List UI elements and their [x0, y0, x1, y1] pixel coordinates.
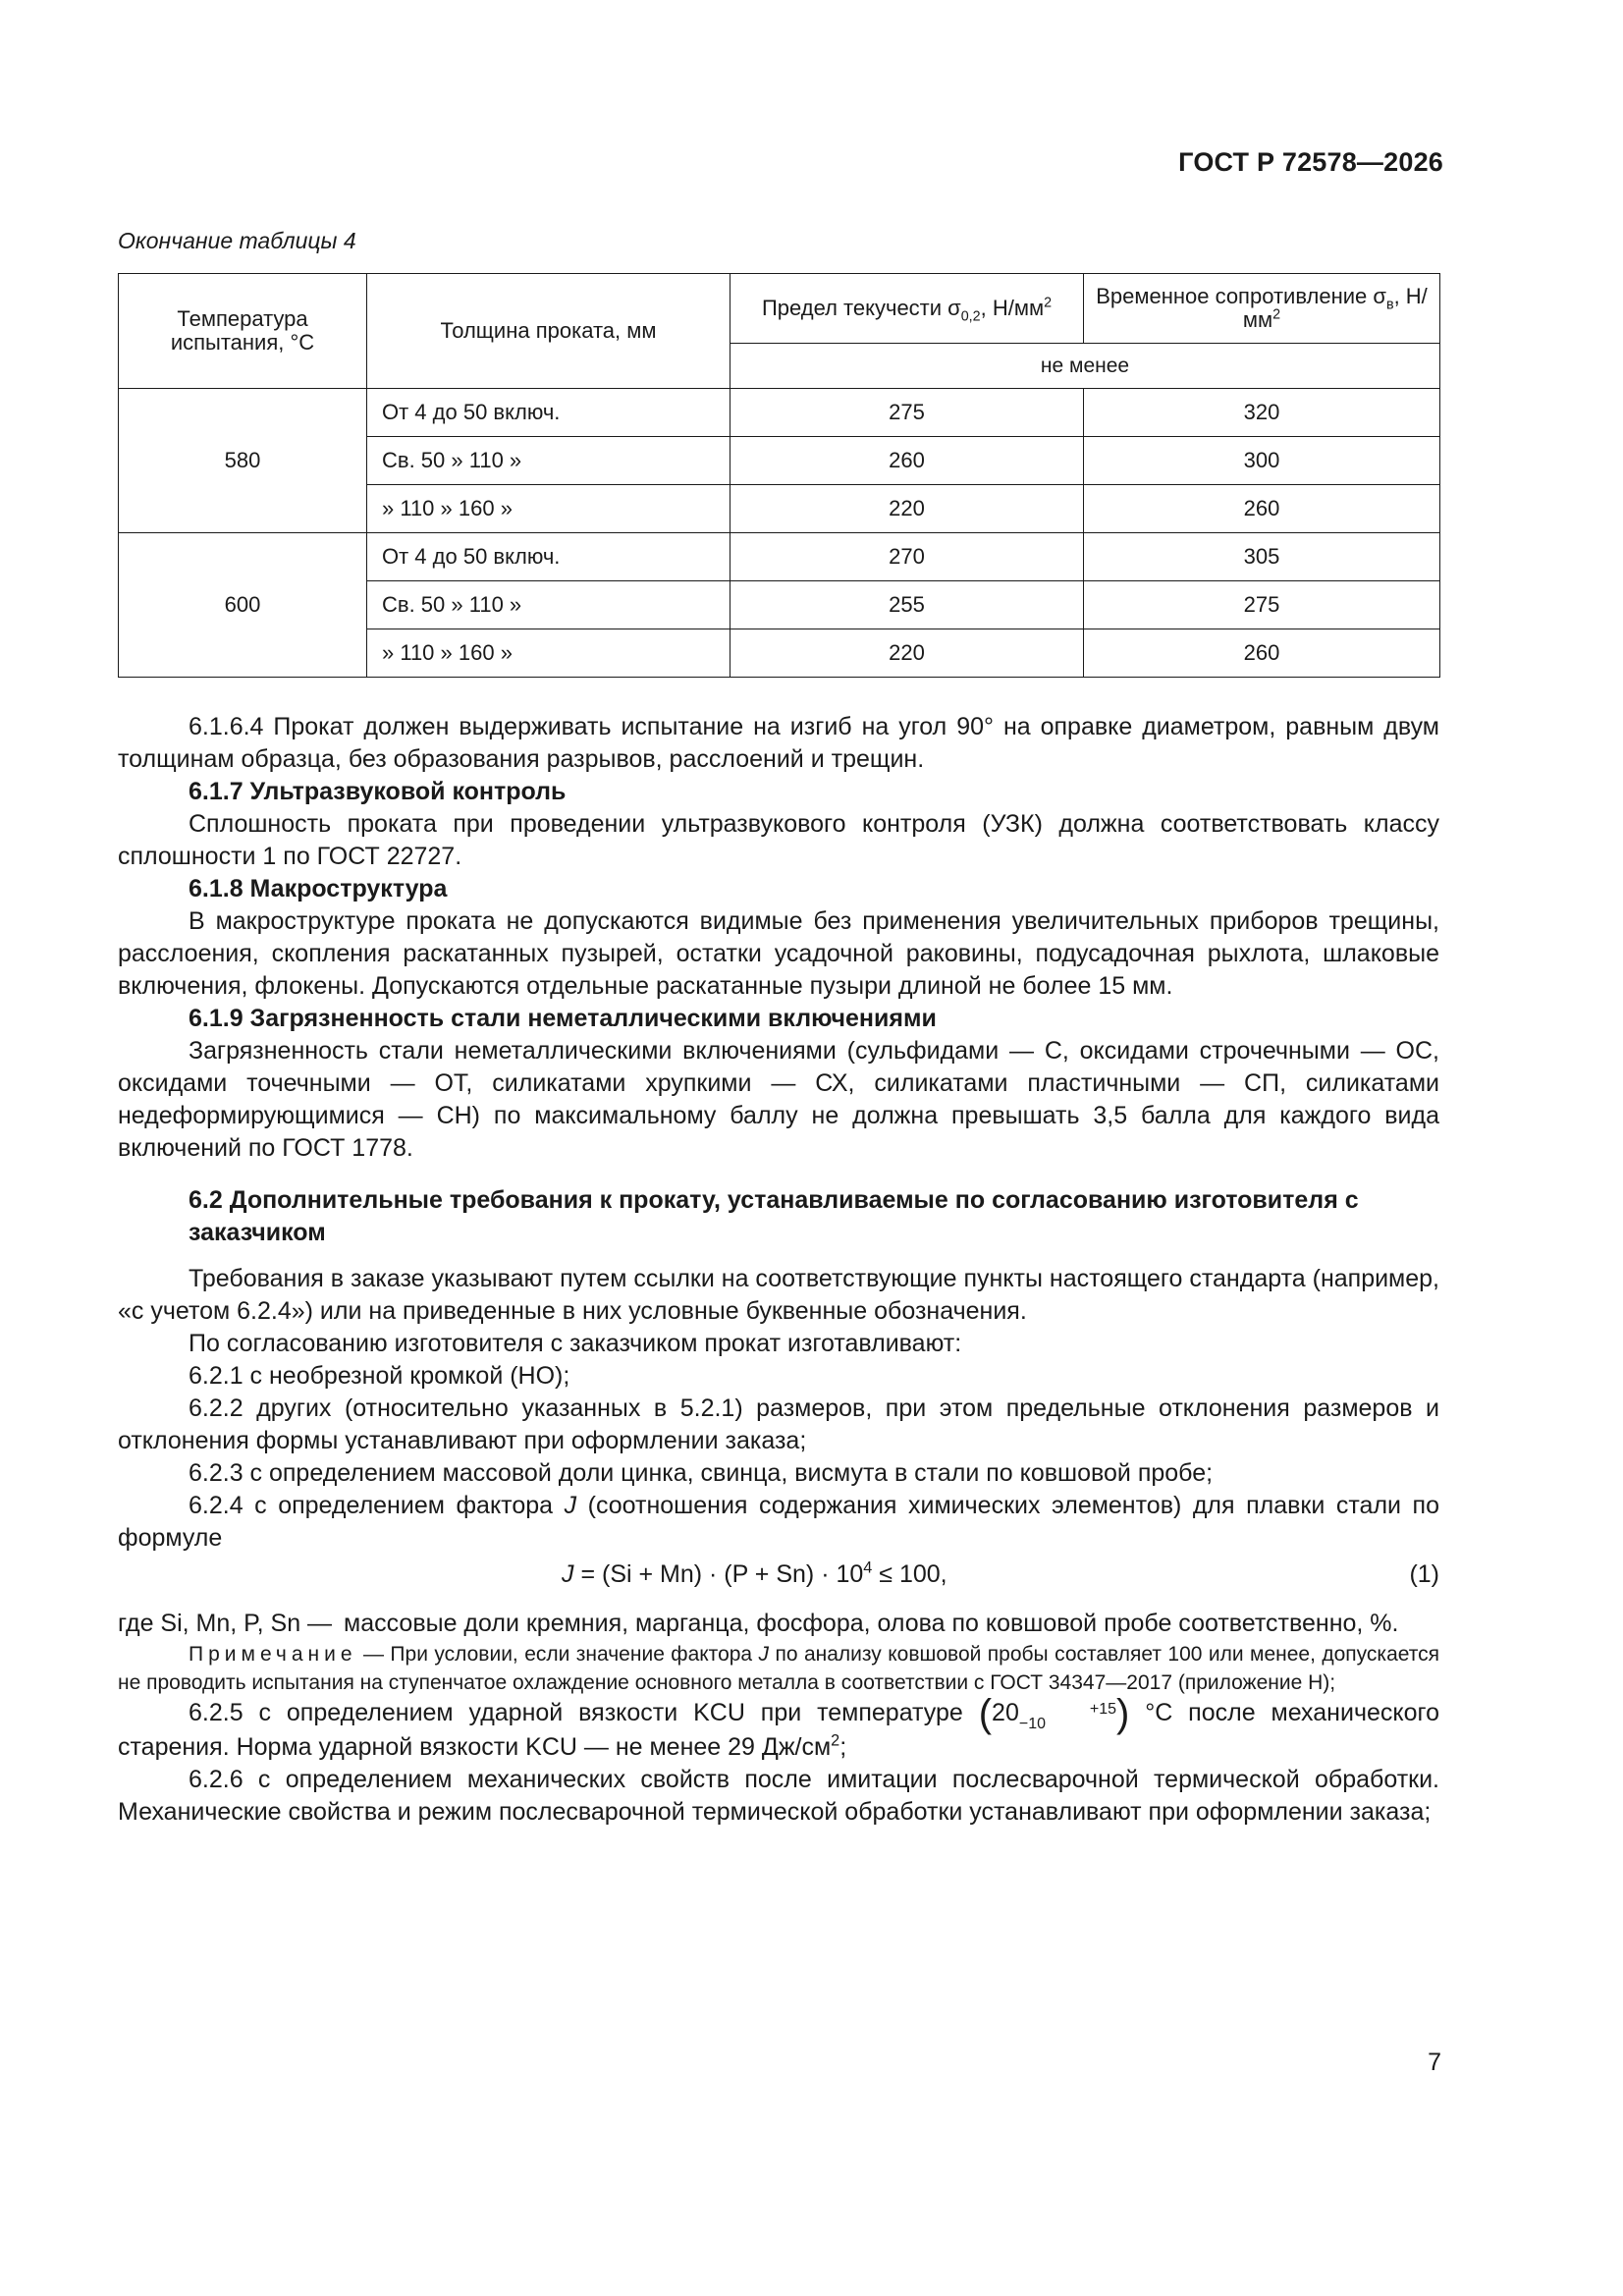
- cell-thickness: От 4 до 50 включ.: [367, 533, 730, 581]
- cell-yield: 220: [730, 485, 1084, 533]
- cell-tensile: 300: [1084, 437, 1440, 485]
- page-number: 7: [1428, 2049, 1441, 2076]
- cell-thickness: » 110 » 160 »: [367, 629, 730, 678]
- paragraph-6-1-9: Загрязненность стали неметаллическими включениями (сульфидами — С, оксидами строчечными — ОС, оксидами точечными — ОТ, силикатами хрупкими — СХ, силикатами пластичными — СП, силикатами недеформирующимися — СН) по максимальному баллу не должна превышать 3,5 балла для каждого вида включений по ГОСТ 1778.: [118, 1037, 1439, 1162]
- paragraph-6-2-2: 6.2.2 других (относительно указанных в 5.2.1) размеров, при этом предельные отклонения размеров и отклонения формы устанавливают при оформлении заказа;: [118, 1394, 1439, 1454]
- properties-table: [118, 273, 1440, 678]
- header-tensile: Временное сопротивление $\sigma_в$, $Н/мм^2$: [1084, 274, 1440, 344]
- table-caption: Окончание таблицы 4: [118, 228, 356, 253]
- cell-temp: 580: [119, 389, 367, 533]
- formula-expression: $J = (Si + Mn) \cdot (P + Sn) \cdot 10^4 \le 100$,: [562, 1558, 947, 1588]
- formula-legend: [118, 1608, 1439, 1640]
- document-id: ГОСТ Р 72578—2026: [1178, 147, 1443, 177]
- paragraph-6-1-7: Сплошность проката при проведении ультразвукового контроля (УЗК) должна соответствовать классу сплошности 1 по ГОСТ 22727.: [118, 810, 1439, 870]
- cell-yield: 260: [730, 437, 1084, 485]
- paragraph-6-1-8: В макроструктуре проката не допускаются видимые без применения увеличительных приборов трещины, расслоения, скопления раскатанных пузырей, остатки усадочной раковины, подусадочная рыхлота, шлаковые включения, флокены. Допускаются отдельные раскатанные пузыри длиной не более 15 мм.: [118, 907, 1439, 1000]
- cell-tensile: 320: [1084, 389, 1440, 437]
- heading-6-2: 6.2 Дополнительные требования к прокату, устанавливаемые по согласованию изготовителя с заказчиком: [189, 1186, 1359, 1246]
- cell-yield: 255: [730, 581, 1084, 629]
- cell-tensile: 305: [1084, 533, 1440, 581]
- header-temperature: Температура испытания, °С: [119, 274, 367, 389]
- paragraph-6-2-5: 6.2.5 с определением ударной вязкости KCU при температуре (20 +15 −10 ) °С после механического старения. Норма ударной вязкости KCU — не менее 29 $Дж/см^2$;: [118, 1692, 1439, 1761]
- heading-6-1-7: 6.1.7 Ультразвуковой контроль: [189, 778, 567, 805]
- paragraph-6-2-3: 6.2.3 с определением массовой доли цинка, свинца, висмута в стали по ковшовой пробе;: [189, 1459, 1214, 1487]
- body-text: [118, 711, 1439, 1829]
- paragraph-6-2-6: 6.2.6 с определением механических свойств после имитации послесварочной термической обработки. Механические свойства и режим послесварочной термической обработки устанавливают при оформлении заказа;: [118, 1766, 1439, 1826]
- cell-tensile: 275: [1084, 581, 1440, 629]
- legend-term: где Si, Mn, P, Sn —: [118, 1610, 333, 1637]
- legend-definition: массовые доли кремния, марганца, фосфора, олова по ковшовой пробе соответственно, %.: [344, 1610, 1399, 1637]
- header-yield: Предел текучести $\sigma_{0,2}$, $Н/мм^2$: [730, 274, 1084, 344]
- paragraph-6-1-6-4: 6.1.6.4 Прокат должен выдерживать испытание на изгиб на угол 90° на оправке диаметром, равным двум толщинам образца, без образования разрывов, расслоений и трещин.: [118, 713, 1439, 773]
- table-row: [119, 389, 1440, 437]
- formula-1: [118, 1558, 1439, 1598]
- cell-tensile: 260: [1084, 485, 1440, 533]
- cell-temp: 600: [119, 533, 367, 678]
- note: Примечание — При условии, если значение фактора J по анализу ковшовой пробы составляет 100 или менее, допускается не проводить испытания на ступенчатое охлаждение основного металла в соответствии с ГОСТ 34347—2017 (приложение Н);: [118, 1643, 1439, 1694]
- formula-number: (1): [1409, 1560, 1439, 1588]
- paragraph-6-2-4: 6.2.4 с определением фактора J (соотношения содержания химических элементов) для плавки стали по формуле: [118, 1492, 1439, 1552]
- cell-yield: 270: [730, 533, 1084, 581]
- cell-thickness: » 110 » 160 »: [367, 485, 730, 533]
- cell-thickness: Св. 50 » 110 »: [367, 437, 730, 485]
- header-thickness: Толщина проката, мм: [367, 274, 730, 389]
- cell-thickness: Св. 50 » 110 »: [367, 581, 730, 629]
- heading-6-1-8: 6.1.8 Макроструктура: [189, 875, 448, 902]
- paragraph-6-2-b: По согласованию изготовителя с заказчиком прокат изготавливают:: [189, 1330, 962, 1357]
- cell-thickness: От 4 до 50 включ.: [367, 389, 730, 437]
- cell-yield: 275: [730, 389, 1084, 437]
- cell-tensile: 260: [1084, 629, 1440, 678]
- table-row: [119, 533, 1440, 581]
- cell-yield: 220: [730, 629, 1084, 678]
- paragraph-6-2-1: 6.2.1 с необрезной кромкой (НО);: [189, 1362, 570, 1390]
- paragraph-6-2-a: Требования в заказе указывают путем ссылки на соответствующие пункты настоящего стандарта (например, «с учетом 6.2.4») или на приведенные в них условные буквенные обозначения.: [118, 1265, 1439, 1325]
- header-min: не менее: [730, 344, 1440, 389]
- heading-6-1-9: 6.1.9 Загрязненность стали неметаллическими включениями: [189, 1005, 937, 1032]
